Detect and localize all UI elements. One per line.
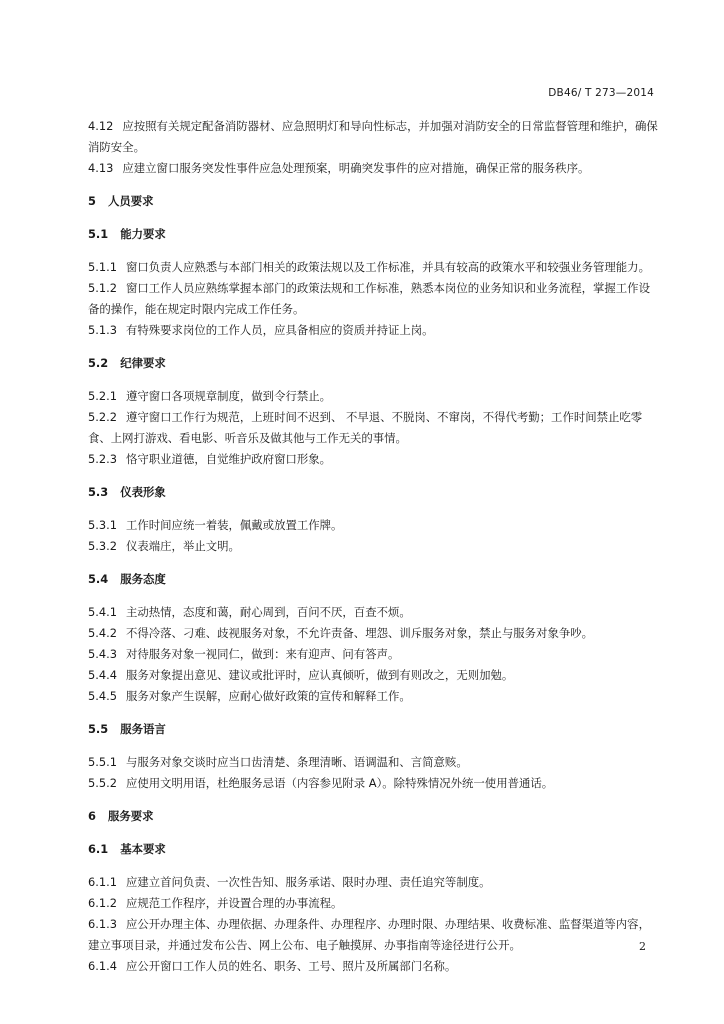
clause-5-5-1 <box>88 752 660 773</box>
clause-number: 5.5.2 <box>88 776 117 790</box>
clause-number: 5.4.4 <box>88 668 117 682</box>
clause-number: 5.2.2 <box>88 410 117 424</box>
clause-text: 应公开窗口工作人员的姓名、职务、工号、照片及所属部门名称。 <box>125 959 457 973</box>
clause-5-3-1 <box>88 515 660 536</box>
document-body <box>88 116 660 977</box>
clause-number: 5.2.3 <box>88 452 117 466</box>
clause-text: 应建立首问负责、一次性告知、服务承诺、限时办理、责任追究等制度。 <box>125 875 491 889</box>
clause-text: 对待服务对象一视同仁，做到：来有迎声、问有答声。 <box>125 647 400 661</box>
clause-5-4-1 <box>88 602 660 623</box>
clause-text: 应规范工作程序，并设置合理的办事流程。 <box>125 896 343 910</box>
clause-text: 有特殊要求岗位的工作人员，应具备相应的资质并持证上岗。 <box>125 323 434 337</box>
clause-5-1-2 <box>88 278 660 320</box>
clause-5-1-3 <box>88 320 660 341</box>
clause-number: 5.5.1 <box>88 755 117 769</box>
clause-number: 4.13 <box>88 161 114 175</box>
subsection-heading-5-1 <box>88 224 660 245</box>
clause-number: 6.1.2 <box>88 896 117 910</box>
clause-text: 窗口工作人员应熟练掌握本部门的政策法规和工作标准，熟悉本岗位的业务知识和业务流程，掌握工作设备的操作，能在规定时限内完成工作任务。 <box>88 281 650 316</box>
clause-number: 6.1.3 <box>88 917 117 931</box>
clause-text: 遵守窗口工作行为规范，上班时间不迟到、 不早退、不脱岗、不窜岗，不得代考勤；工作时间禁止吃零食、上网打游戏、看电影、听音乐及做其他与工作无关的事情。 <box>88 410 643 445</box>
clause-text: 窗口负责人应熟悉与本部门相关的政策法规以及工作标准，并具有较高的政策水平和较强业务管理能力。 <box>125 260 650 274</box>
clause-number: 4.12 <box>88 119 114 133</box>
section-heading-5 <box>88 191 660 212</box>
clause-number: 5.4.1 <box>88 605 117 619</box>
clause-5-4-3 <box>88 644 660 665</box>
section-title: 纪律要求 <box>120 356 166 370</box>
clause-text: 服务对象产生误解，应耐心做好政策的宣传和解释工作。 <box>125 689 411 703</box>
section-number: 5.4 <box>88 572 109 586</box>
clause-5-4-2 <box>88 623 660 644</box>
section-number: 6.1 <box>88 842 109 856</box>
clause-number: 5.4.2 <box>88 626 117 640</box>
clause-5-2-2 <box>88 407 660 449</box>
clause-number: 6.1.1 <box>88 875 117 889</box>
section-number: 5.2 <box>88 356 109 370</box>
clause-text: 应公开办理主体、办理依据、办理条件、办理程序、办理时限、办理结果、收费标准、监督渠道等内容，建立事项目录，并通过发布公告、网上公布、电子触摸屏、办事指南等途径进行公开。 <box>88 917 650 952</box>
clause-text: 应按照有关规定配备消防器材、应急照明灯和导向性标志，并加强对消防安全的日常监督管理和维护，确保消防安全。 <box>88 119 658 154</box>
clause-text: 服务对象提出意见、建议或批评时，应认真倾听，做到有则改之，无则加勉。 <box>125 668 514 682</box>
section-title: 服务态度 <box>120 572 166 586</box>
clause-number: 5.4.3 <box>88 647 117 661</box>
clause-6-1-2 <box>88 893 660 914</box>
section-number: 6 <box>88 809 96 823</box>
clause-text: 主动热情，态度和蔼，耐心周到，百问不厌，百查不烦。 <box>125 605 411 619</box>
section-title: 服务要求 <box>107 809 154 823</box>
section-title: 基本要求 <box>120 842 166 856</box>
clause-text: 仪表端庄，举止文明。 <box>125 539 240 553</box>
section-number: 5.1 <box>88 227 109 241</box>
section-heading-6 <box>88 806 660 827</box>
clause-number: 5.1.1 <box>88 260 117 274</box>
clause-text: 应使用文明用语，杜绝服务忌语（内容参见附录 A）。除特殊情况外统一使用普通话。 <box>125 776 554 790</box>
clause-number: 5.4.5 <box>88 689 117 703</box>
clause-text: 应建立窗口服务突发性事件应急处理预案，明确突发事件的应对措施，确保正常的服务秩序。 <box>122 161 590 175</box>
section-title: 仪表形象 <box>120 485 166 499</box>
clause-4-12 <box>88 116 660 158</box>
subsection-heading-5-4 <box>88 569 660 590</box>
clause-5-1-1 <box>88 257 660 278</box>
clause-5-3-2 <box>88 536 660 557</box>
section-title: 人员要求 <box>107 194 154 208</box>
clause-5-2-1 <box>88 386 660 407</box>
clause-number: 5.3.1 <box>88 518 117 532</box>
subsection-heading-5-2 <box>88 353 660 374</box>
clause-5-5-2 <box>88 773 660 794</box>
clause-6-1-4 <box>88 956 660 977</box>
clause-number: 5.1.2 <box>88 281 117 295</box>
subsection-heading-5-5 <box>88 719 660 740</box>
subsection-heading-5-3 <box>88 482 660 503</box>
document-code: DB46/ T 273—2014 <box>548 87 654 99</box>
section-number: 5.3 <box>88 485 109 499</box>
clause-text: 工作时间应统一着装，佩戴或放置工作牌。 <box>125 518 343 532</box>
subsection-heading-6-1 <box>88 839 660 860</box>
section-number: 5.5 <box>88 722 109 736</box>
clause-text: 遵守窗口各项规章制度，做到令行禁止。 <box>125 389 332 403</box>
clause-number: 6.1.4 <box>88 959 117 973</box>
clause-5-4-5 <box>88 686 660 707</box>
clause-number: 5.1.3 <box>88 323 117 337</box>
clause-text: 不得冷落、刁难、歧视服务对象，不允许责备、埋怨、训斥服务对象，禁止与服务对象争吵。 <box>125 626 594 640</box>
clause-text: 恪守职业道德，自觉维护政府窗口形象。 <box>125 452 332 466</box>
section-title: 能力要求 <box>120 227 166 241</box>
clause-6-1-3 <box>88 914 660 956</box>
clause-4-13 <box>88 158 660 179</box>
clause-5-2-3 <box>88 449 660 470</box>
section-number: 5 <box>88 194 96 208</box>
clause-6-1-1 <box>88 872 660 893</box>
clause-text: 与服务对象交谈时应当口齿清楚、条理清晰、语调温和、言简意赅。 <box>125 755 468 769</box>
clause-number: 5.3.2 <box>88 539 117 553</box>
clause-5-4-4 <box>88 665 660 686</box>
clause-number: 5.2.1 <box>88 389 117 403</box>
page-number: 2 <box>639 940 646 953</box>
section-title: 服务语言 <box>120 722 166 736</box>
